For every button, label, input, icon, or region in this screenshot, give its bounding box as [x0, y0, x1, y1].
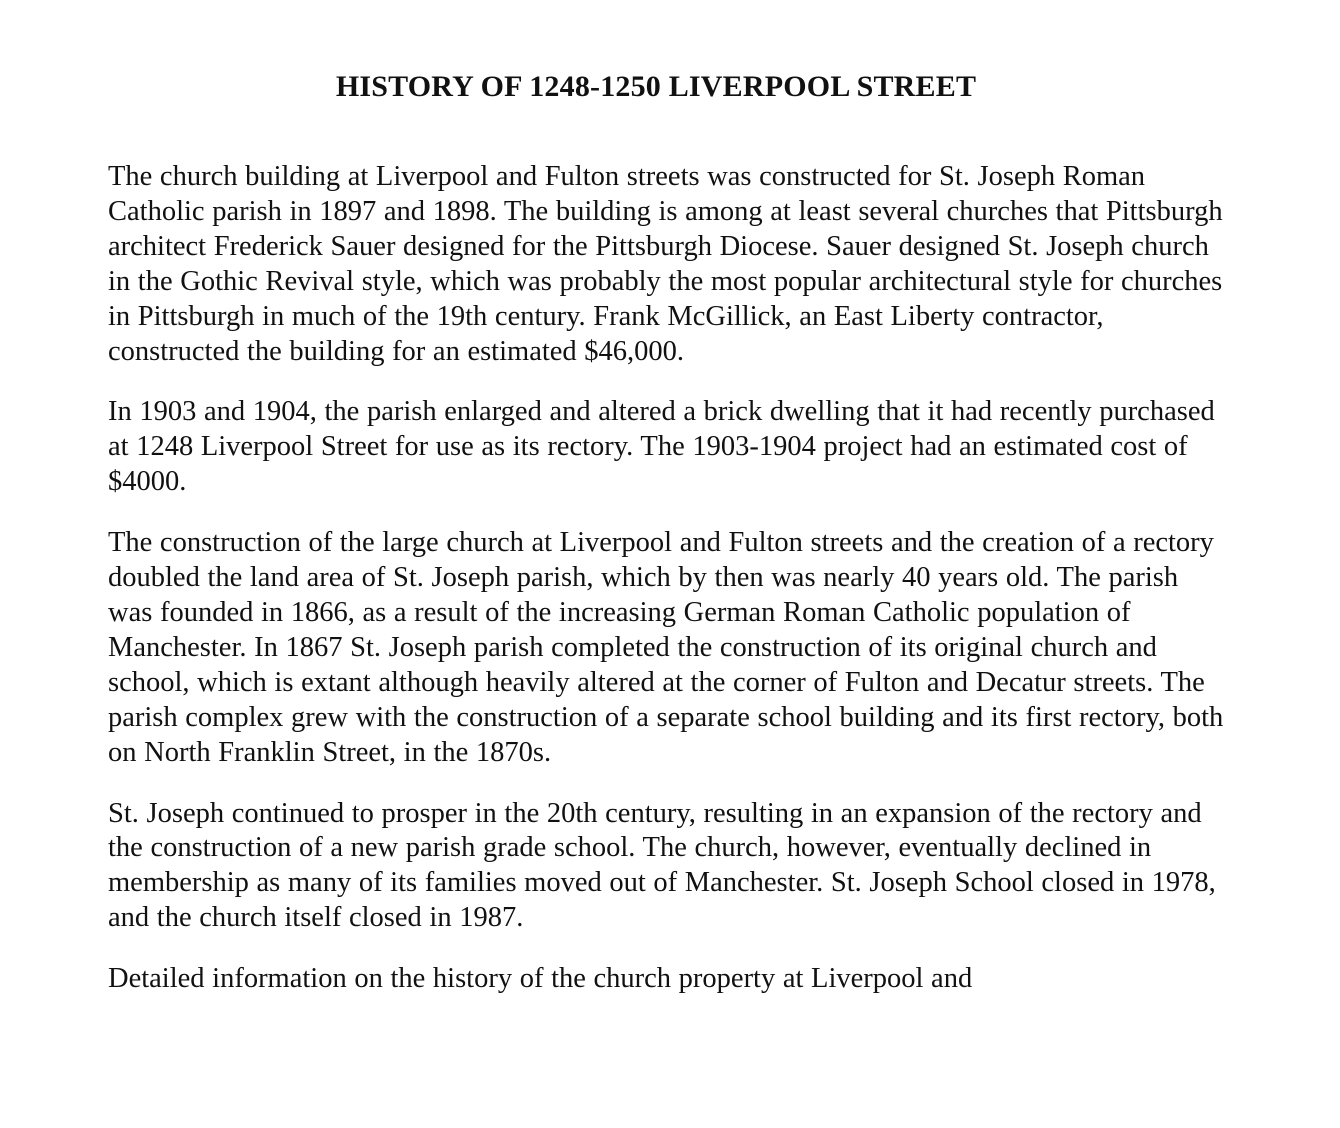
- paragraph-1: The church building at Liverpool and Fulton streets was constructed for St. Joseph Roman Catholic parish in 1897 and 1898. The building is among at least several churches that Pittsburgh architect Frederick Sauer designed for the Pittsburgh Diocese. Sauer designed St. Joseph church in the Gothic Revival style, which was probably the most popular architectural style for churches in Pittsburgh in much of the 19th century. Frank McGillick, an East Liberty contractor, constructed the building for an estimated $46,000.: [108, 161, 1223, 367]
- paragraph-3: The construction of the large church at Liverpool and Fulton streets and the creation of a rectory doubled the land area of St. Joseph parish, which by then was nearly 40 years old. The parish was founded in 1866, as a result of the increasing German Roman Catholic population of Manchester. In 1867 St. Joseph parish completed the construction of its original church and school, which is extant although heavily altered at the corner of Fulton and Decatur streets. The parish complex grew with the construction of a separate school building and its first rectory, both on North Franklin Street, in the 1870s.: [108, 527, 1224, 768]
- page-title: HISTORY OF 1248-1250 LIVERPOOL STREET: [335, 70, 977, 103]
- paragraph-5: Detailed information on the history of the church property at Liverpool and: [108, 963, 973, 995]
- document-body: [108, 160, 1230, 996]
- paragraph-4: St. Joseph continued to prosper in the 20th century, resulting in an expansion of the rectory and the construction of a new parish grade school. The church, however, eventually declined in membership as many of its families moved out of Manchester. St. Joseph School closed in 1978, and the church itself closed in 1987.: [108, 797, 1216, 934]
- paragraph-2: In 1903 and 1904, the parish enlarged and altered a brick dwelling that it had recently purchased at 1248 Liverpool Street for use as its rectory. The 1903-1904 project had an estimated cost of $4000.: [108, 396, 1215, 498]
